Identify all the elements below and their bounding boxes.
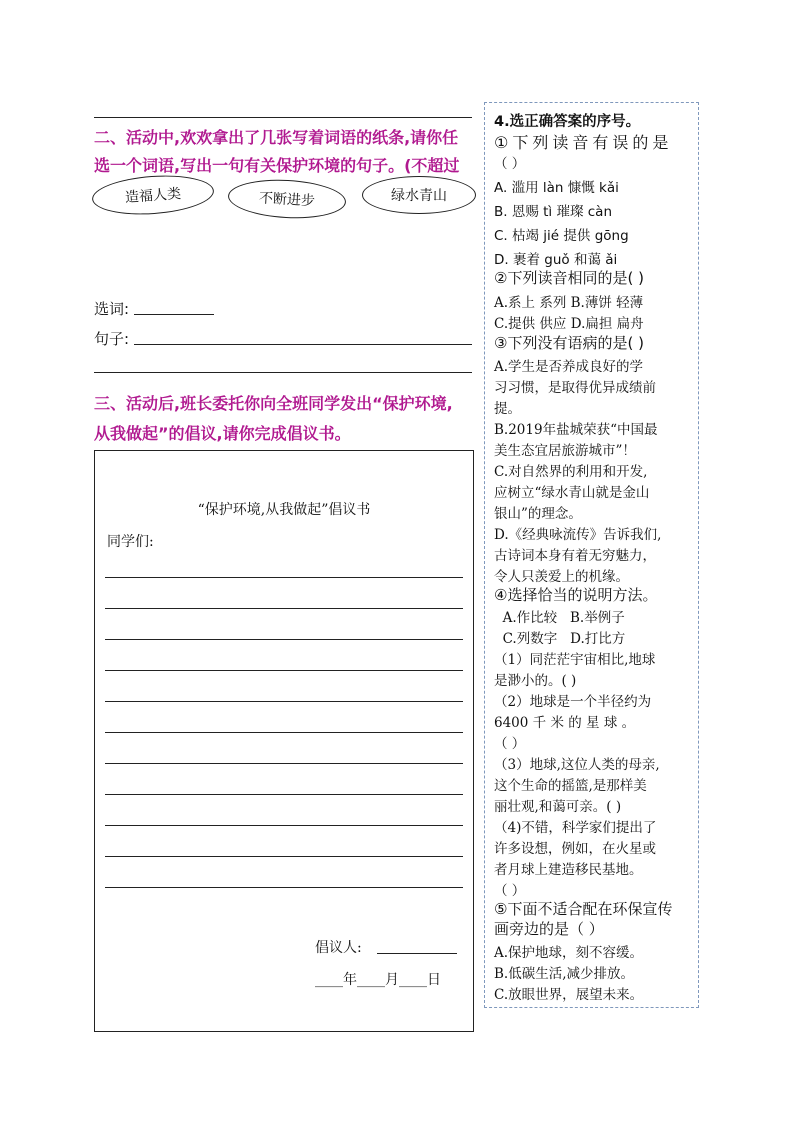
q4-line: （ ）	[494, 736, 526, 752]
writing-line[interactable]	[105, 825, 463, 826]
q4-line: （1）同茫茫宇宙相比,地球	[494, 652, 656, 668]
proposal-box	[94, 450, 474, 1032]
q4-line: D.《经典咏流传》告诉我们,	[494, 527, 662, 543]
writing-line[interactable]	[105, 639, 463, 640]
word-oval-3[interactable]: 绿水青山	[362, 176, 476, 214]
q4-line: （2）地球是一个半径约为	[494, 694, 652, 710]
q4-line: C.提供 供应 D.扁担 扁舟	[494, 316, 644, 332]
q4-line: 美生态宜居旅游城市”！	[494, 443, 636, 459]
q4-line: 丽壮观,和蔼可亲。( )	[494, 799, 622, 815]
q4-line: B. 恩赐 tì 璀璨 càn	[494, 204, 613, 220]
q4-line: （ ）	[494, 156, 526, 172]
q4-line: A.作比较 B.举例子	[494, 610, 625, 626]
signer-label: 倡议人:	[315, 940, 362, 956]
q4-line: C. 枯竭 jié 提供 gōng	[494, 228, 629, 244]
q4-line: 画旁边的是（ ）	[494, 920, 604, 938]
section2-instruction-line2: 选一个词语,写出一句有关保护环境的句子。(不超过	[94, 156, 460, 175]
writing-line[interactable]	[105, 732, 463, 733]
proposal-title: “保护环境,从我做起”倡议书	[197, 502, 371, 518]
writing-line[interactable]	[105, 608, 463, 609]
q4-line: C.放眼世界，展望未来。	[494, 987, 644, 1003]
writing-line[interactable]	[105, 887, 463, 888]
q4-line: 令人只羡爱上的机缘。	[494, 569, 629, 585]
word-oval-1[interactable]: 造福人类	[91, 172, 215, 218]
section3-instruction-line1: 三、活动后,班长委托你向全班同学发出“保护环境,	[94, 394, 453, 413]
q4-line: B.2019年盐城荣获“中国最	[494, 422, 658, 438]
section3-instruction-line2: 从我做起”的倡议,请你完成倡议书。	[94, 424, 351, 443]
q4-line: 许多设想，例如，在火星或	[494, 841, 656, 857]
q4-line: C.对自然界的利用和开发,	[494, 464, 648, 480]
q4-line: ②下列读音相同的是( )	[494, 269, 644, 287]
writing-line[interactable]	[105, 577, 463, 578]
q4-line: 古诗词本身有着无穷魅力，	[494, 548, 656, 564]
q4-line: ①下列读音有误的是	[494, 133, 673, 152]
q4-line: 者月球上建造移民基地。	[494, 862, 643, 878]
q4-line: A. 滥用 làn 慷慨 kǎi	[494, 180, 619, 196]
sentence-answer-line-1[interactable]	[134, 344, 472, 345]
question4-title: 4.选正确答案的序号。	[494, 114, 641, 130]
q4-line: ④选择恰当的说明方法。	[494, 586, 658, 604]
proposal-salutation: 同学们:	[107, 534, 154, 550]
q4-line: A.系上 系列 B.薄饼 轻薄	[494, 295, 644, 311]
q4-line: （4)不错，科学家们提出了	[494, 820, 657, 836]
word-answer-line[interactable]	[134, 314, 214, 315]
writing-line[interactable]	[105, 670, 463, 671]
q4-line: 提。	[494, 401, 521, 417]
q4-line: 这个生命的摇篮,是那样美	[494, 778, 647, 794]
sentence-answer-line-2[interactable]	[94, 372, 472, 373]
writing-line[interactable]	[105, 763, 463, 764]
q4-line: 习习惯，是取得优异成绩前	[494, 380, 656, 396]
q4-line: C.列数字 D.打比方	[494, 631, 626, 647]
q4-line: 是渺小的。( )	[494, 673, 577, 689]
signer-line[interactable]	[377, 953, 457, 954]
q4-line: A.保护地球，刻不容缓。	[494, 945, 644, 961]
q4-line: A.学生是否养成良好的学	[494, 359, 644, 375]
q4-line: ⑤下面不适合配在环保宣传	[494, 900, 673, 918]
q4-line: （ ）	[494, 883, 526, 899]
writing-line[interactable]	[105, 701, 463, 702]
q4-line: 应树立“绿水青山就是金山	[494, 485, 650, 501]
q4-line: 银山”的理念。	[494, 506, 582, 522]
proposal-date: ____年____月____日	[315, 972, 441, 988]
writing-line[interactable]	[105, 794, 463, 795]
q4-line: B.低碳生活,减少排放。	[494, 966, 635, 982]
q4-line: D. 裹着 guǒ 和蔼 ǎi	[494, 252, 618, 268]
q4-line: 6400 千 米 的 星 球 。	[494, 715, 636, 731]
word-label: 选词:	[94, 300, 130, 318]
section2-instruction-line1: 二、活动中,欢欢拿出了几张写着词语的纸条,请你任	[94, 128, 459, 147]
q4-line: ③下列没有语病的是( )	[494, 334, 644, 352]
sentence-label: 句子:	[94, 330, 130, 348]
q4-line: （3）地球,这位人类的母亲,	[494, 757, 660, 773]
writing-line[interactable]	[105, 856, 463, 857]
word-oval-2[interactable]: 不断进步	[227, 177, 347, 221]
top-rule	[94, 117, 472, 118]
